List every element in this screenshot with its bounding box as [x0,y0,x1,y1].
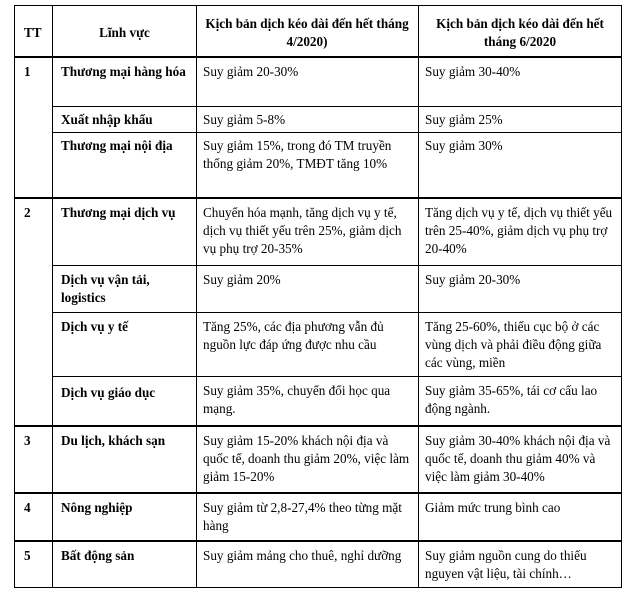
header-divider [14,56,622,58]
field-name: Xuất nhập khẩu [61,112,153,127]
field-name: Dịch vụ y tế [61,319,129,334]
group-divider [14,197,622,199]
june-value: Tăng 25-60%, thiếu cục bộ ở các vùng dịch và phải điều động giữa các vùng, miền [425,319,602,370]
header-no: TT [24,25,42,40]
april-value: Suy giảm mảng cho thuê, nghỉ dưỡng [203,548,402,563]
table-border-top [14,5,622,6]
table-border-right [621,5,622,588]
april-value: Suy giảm từ 2,8-27,4% theo từng mặt hàng [203,500,402,533]
june-value: Suy giảm 25% [425,112,503,127]
field-name: Dịch vụ vận tải, logistics [61,272,150,305]
group-divider [14,425,622,427]
row-divider [52,312,622,313]
april-value: Suy giảm 15-20% khách nội địa và quốc tế, doanh thu giảm 20%, việc làm giảm 15-20% [203,433,410,484]
header-field: Lĩnh vực [99,25,150,40]
column-divider [418,5,419,588]
field-name: Dịch vụ giáo dục [61,385,156,400]
june-value: Suy giảm 30-40% [425,64,521,79]
field-name: Thương mại hàng hóa [61,64,186,79]
field-name: Du lịch, khách sạn [61,433,166,448]
june-value: Suy giảm 30-40% khách nội địa và quốc tế, doanh thu giảm 40% và việc làm giảm 30-40% [425,433,611,484]
june-value: Tăng dịch vụ y tế, dịch vụ thiết yếu trên 25-40%, giảm dịch vụ phụ trợ 20-40% [425,205,613,256]
april-value: Suy giảm 5-8% [203,112,286,127]
june-value: Suy giảm 20-30% [425,272,521,287]
row-divider [52,376,622,377]
field-name: Thương mại dịch vụ [61,205,176,220]
column-divider [52,5,53,588]
june-value: Suy giảm 35-65%, tái cơ cấu lao động ngành. [425,383,598,416]
group-divider [14,540,622,542]
april-value: Suy giảm 35%, chuyển đổi học qua mạng. [203,383,391,416]
field-name: Bất động sản [61,548,135,563]
june-value: Suy giảm 30% [425,138,503,153]
april-value: Chuyển hóa mạnh, tăng dịch vụ y tế, dịch vụ thiết yếu trên 25%, giảm dịch vụ phụ trợ 20-35% [203,205,402,256]
row-number: 1 [24,64,31,79]
april-value: Suy giảm 20% [203,272,281,287]
group-divider [14,492,622,494]
table-border-bottom [14,587,622,588]
header-scenario-april: Kịch bản dịch kéo dài đến hết tháng 4/2020) [205,16,409,49]
row-divider [52,132,622,133]
row-number: 4 [24,500,31,515]
field-name: Nông nghiệp [61,500,133,515]
row-number: 5 [24,548,31,563]
june-value: Suy giảm nguồn cung do thiếu nguyen vật liệu, tài chính… [425,548,587,581]
header-scenario-june: Kịch bản dịch kéo dài đến hết tháng 6/2020 [436,16,604,49]
april-value: Tăng 25%, các địa phương vẫn đủ nguồn lực đáp ứng được nhu cầu [203,319,384,352]
table-border-left [14,5,15,588]
april-value: Suy giảm 15%, trong đó TM truyền thống giảm 20%, TMĐT tăng 10% [203,138,392,171]
row-number: 2 [24,205,31,220]
row-number: 3 [24,433,31,448]
field-name: Thương mại nội địa [61,138,173,153]
row-divider [52,265,622,266]
april-value: Suy giảm 20-30% [203,64,299,79]
row-divider [52,106,622,107]
column-divider [196,5,197,588]
june-value: Giảm mức trung bình cao [425,500,561,515]
